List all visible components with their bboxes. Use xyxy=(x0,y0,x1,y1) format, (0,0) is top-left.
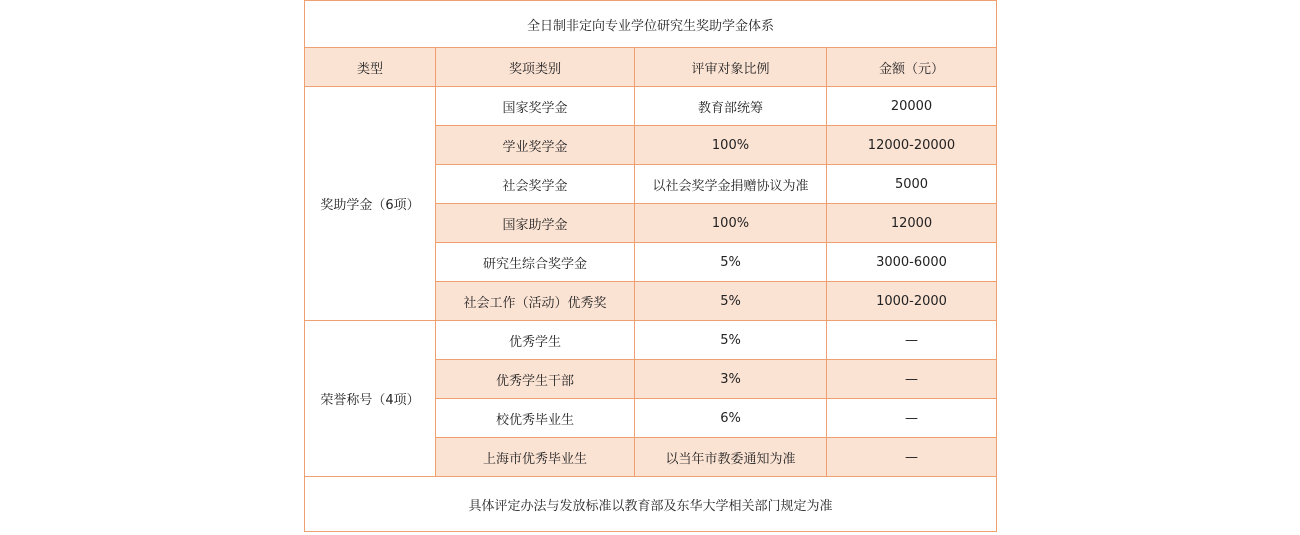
amount-cell: — xyxy=(827,360,997,399)
award-cell: 研究生综合奖学金 xyxy=(436,243,635,282)
award-cell: 国家奖学金 xyxy=(436,87,635,126)
amount-cell: 1000-2000 xyxy=(827,282,997,321)
ratio-cell: 6% xyxy=(635,399,827,438)
table-row xyxy=(305,321,997,360)
award-cell: 国家助学金 xyxy=(436,204,635,243)
ratio-cell: 5% xyxy=(635,321,827,360)
ratio-cell: 以社会奖学金捐赠协议为准 xyxy=(635,165,827,204)
award-cell: 学业奖学金 xyxy=(436,126,635,165)
amount-cell: — xyxy=(827,399,997,438)
table-title-row xyxy=(305,1,997,48)
category-cell: 荣誉称号（4项） xyxy=(305,321,436,477)
table-header-row xyxy=(305,48,997,87)
table-row xyxy=(305,87,997,126)
amount-cell: — xyxy=(827,438,997,477)
award-cell: 上海市优秀毕业生 xyxy=(436,438,635,477)
award-cell: 社会工作（活动）优秀奖 xyxy=(436,282,635,321)
header-type: 类型 xyxy=(305,48,436,87)
table-footer-note: 具体评定办法与发放标准以教育部及东华大学相关部门规定为准 xyxy=(305,477,997,532)
amount-cell: 3000-6000 xyxy=(827,243,997,282)
award-cell: 社会奖学金 xyxy=(436,165,635,204)
ratio-cell: 5% xyxy=(635,282,827,321)
ratio-cell: 3% xyxy=(635,360,827,399)
ratio-cell: 教育部统筹 xyxy=(635,87,827,126)
amount-cell: 12000 xyxy=(827,204,997,243)
ratio-cell: 以当年市教委通知为准 xyxy=(635,438,827,477)
table-footer-row xyxy=(305,477,997,532)
category-cell: 奖助学金（6项） xyxy=(305,87,436,321)
header-award-category: 奖项类别 xyxy=(436,48,635,87)
scholarship-table-frame xyxy=(304,0,996,535)
ratio-cell: 100% xyxy=(635,204,827,243)
amount-cell: 12000-20000 xyxy=(827,126,997,165)
ratio-cell: 5% xyxy=(635,243,827,282)
amount-cell: 20000 xyxy=(827,87,997,126)
amount-cell: — xyxy=(827,321,997,360)
header-ratio: 评审对象比例 xyxy=(635,48,827,87)
award-cell: 校优秀毕业生 xyxy=(436,399,635,438)
scholarship-table xyxy=(304,0,997,532)
ratio-cell: 100% xyxy=(635,126,827,165)
header-amount: 金额（元） xyxy=(827,48,997,87)
award-cell: 优秀学生干部 xyxy=(436,360,635,399)
amount-cell: 5000 xyxy=(827,165,997,204)
table-title: 全日制非定向专业学位研究生奖助学金体系 xyxy=(305,1,997,48)
award-cell: 优秀学生 xyxy=(436,321,635,360)
